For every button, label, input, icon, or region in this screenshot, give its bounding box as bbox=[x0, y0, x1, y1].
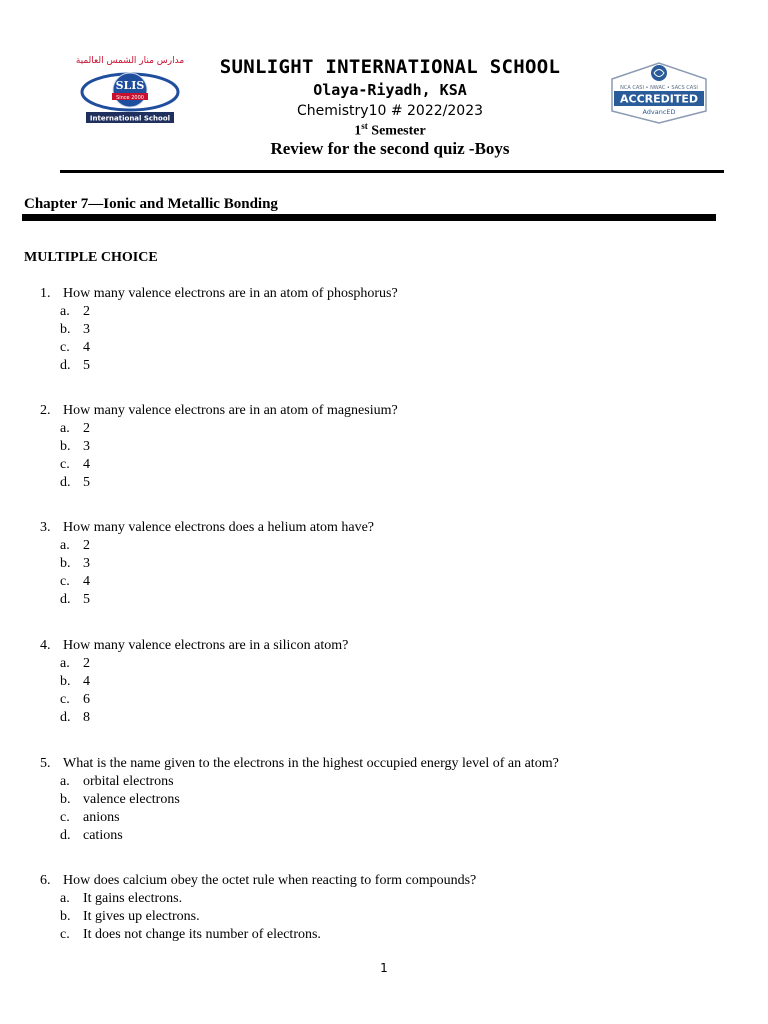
question-text: How does calcium obey the octet rule when reacting to form compounds? bbox=[63, 873, 477, 888]
question-number: 3. bbox=[40, 520, 51, 535]
badge-top-text: NCA CASI • NWAC • SACS CASI bbox=[620, 85, 698, 91]
chapter-title: Chapter 7—Ionic and Metallic Bonding bbox=[24, 196, 278, 212]
section-title: MULTIPLE CHOICE bbox=[24, 250, 158, 265]
question-4 bbox=[0, 637, 768, 727]
answer-option bbox=[0, 673, 768, 691]
question-text: How many valence electrons are in an atom of phosphorus? bbox=[63, 286, 398, 301]
answer-option bbox=[0, 908, 768, 926]
option-letter: c. bbox=[60, 457, 70, 472]
answer-option bbox=[0, 591, 768, 609]
answer-option bbox=[0, 691, 768, 709]
question-text: How many valence electrons are in a silicon atom? bbox=[63, 638, 349, 653]
semester-ordinal: st bbox=[361, 121, 368, 131]
option-letter: b. bbox=[60, 556, 71, 571]
option-text: 5 bbox=[83, 592, 90, 607]
option-text: 5 bbox=[83, 475, 90, 490]
option-text: 4 bbox=[83, 457, 90, 472]
option-text: 4 bbox=[83, 574, 90, 589]
option-letter: d. bbox=[60, 358, 71, 373]
option-text: cations bbox=[83, 828, 123, 843]
accreditation-badge bbox=[604, 61, 714, 125]
question-text: What is the name given to the electrons in the highest occupied energy level of an atom? bbox=[63, 756, 559, 771]
semester bbox=[190, 121, 590, 140]
answer-option bbox=[0, 357, 768, 375]
answer-option bbox=[0, 438, 768, 456]
logo-caption: International School bbox=[89, 114, 171, 123]
review-title: Review for the second quiz -Boys bbox=[270, 139, 510, 158]
option-letter: c. bbox=[60, 692, 70, 707]
option-letter: c. bbox=[60, 927, 70, 942]
option-letter: c. bbox=[60, 340, 70, 355]
badge-bottom-text: AdvancED bbox=[642, 108, 676, 116]
question-2 bbox=[0, 402, 768, 492]
option-text: anions bbox=[83, 810, 120, 825]
question-text: How many valence electrons does a helium atom have? bbox=[63, 520, 374, 535]
school-location: Olaya-Riyadh, KSA bbox=[313, 81, 467, 99]
option-letter: a. bbox=[60, 774, 70, 789]
option-letter: d. bbox=[60, 828, 71, 843]
option-text: 3 bbox=[83, 556, 90, 571]
option-letter: b. bbox=[60, 674, 71, 689]
option-text: 4 bbox=[83, 674, 90, 689]
school-name: SUNLIGHT INTERNATIONAL SCHOOL bbox=[219, 56, 561, 78]
answer-option bbox=[0, 456, 768, 474]
answer-option bbox=[0, 537, 768, 555]
answer-option bbox=[0, 321, 768, 339]
option-letter: a. bbox=[60, 538, 70, 553]
answer-option bbox=[0, 339, 768, 357]
option-text: valence electrons bbox=[83, 792, 180, 807]
option-letter: b. bbox=[60, 909, 71, 924]
question-5 bbox=[0, 755, 768, 845]
option-text: orbital electrons bbox=[83, 774, 174, 789]
answer-option bbox=[0, 926, 768, 944]
question-number: 6. bbox=[40, 873, 51, 888]
answer-option bbox=[0, 773, 768, 791]
semester-number: 1 bbox=[354, 123, 362, 139]
option-letter: d. bbox=[60, 710, 71, 725]
answer-option bbox=[0, 655, 768, 673]
school-logo bbox=[72, 52, 188, 126]
answer-option bbox=[0, 573, 768, 591]
question-number: 2. bbox=[40, 403, 51, 418]
question-number: 1. bbox=[40, 286, 51, 301]
option-letter: a. bbox=[60, 304, 70, 319]
option-text: It gains electrons. bbox=[83, 891, 183, 906]
option-letter: c. bbox=[60, 574, 70, 589]
option-text: It gives up electrons. bbox=[83, 909, 200, 924]
option-letter: b. bbox=[60, 439, 71, 454]
option-text: 4 bbox=[83, 340, 90, 355]
page-number: 1 bbox=[380, 961, 388, 975]
option-text: 8 bbox=[83, 710, 90, 725]
answer-option bbox=[0, 890, 768, 908]
answer-option bbox=[0, 709, 768, 727]
logo-tag: Since 2000 bbox=[116, 95, 144, 101]
option-letter: a. bbox=[60, 891, 70, 906]
option-text: 3 bbox=[83, 439, 90, 454]
badge-main-text: ACCREDITED bbox=[619, 92, 699, 106]
option-text: 2 bbox=[83, 304, 90, 319]
answer-option bbox=[0, 474, 768, 492]
option-letter: b. bbox=[60, 322, 71, 337]
question-text: How many valence electrons are in an atom of magnesium? bbox=[63, 403, 398, 418]
option-text: 6 bbox=[83, 692, 90, 707]
answer-option bbox=[0, 555, 768, 573]
header-divider bbox=[60, 170, 724, 173]
question-6 bbox=[0, 872, 768, 944]
option-text: 5 bbox=[83, 358, 90, 373]
answer-option bbox=[0, 303, 768, 321]
question-number: 4. bbox=[40, 638, 51, 653]
semester-word: Semester bbox=[367, 123, 426, 139]
option-letter: c. bbox=[60, 810, 70, 825]
option-letter: a. bbox=[60, 656, 70, 671]
option-letter: d. bbox=[60, 475, 71, 490]
option-text: It does not change its number of electrons. bbox=[83, 927, 321, 942]
option-text: 2 bbox=[83, 421, 90, 436]
option-letter: b. bbox=[60, 792, 71, 807]
question-3 bbox=[0, 519, 768, 609]
answer-option bbox=[0, 791, 768, 809]
option-text: 2 bbox=[83, 656, 90, 671]
option-letter: d. bbox=[60, 592, 71, 607]
chapter-divider bbox=[22, 214, 716, 221]
answer-option bbox=[0, 420, 768, 438]
option-text: 3 bbox=[83, 322, 90, 337]
option-letter: a. bbox=[60, 421, 70, 436]
option-text: 2 bbox=[83, 538, 90, 553]
answer-option bbox=[0, 809, 768, 827]
logo-arabic-text: مدارس منار الشمس العالمية bbox=[75, 56, 185, 66]
question-1 bbox=[0, 285, 768, 375]
course-year: Chemistry10 # 2022/2023 bbox=[296, 103, 484, 119]
logo-abbrev: SLIS bbox=[115, 79, 145, 92]
question-number: 5. bbox=[40, 756, 51, 771]
answer-option bbox=[0, 827, 768, 845]
